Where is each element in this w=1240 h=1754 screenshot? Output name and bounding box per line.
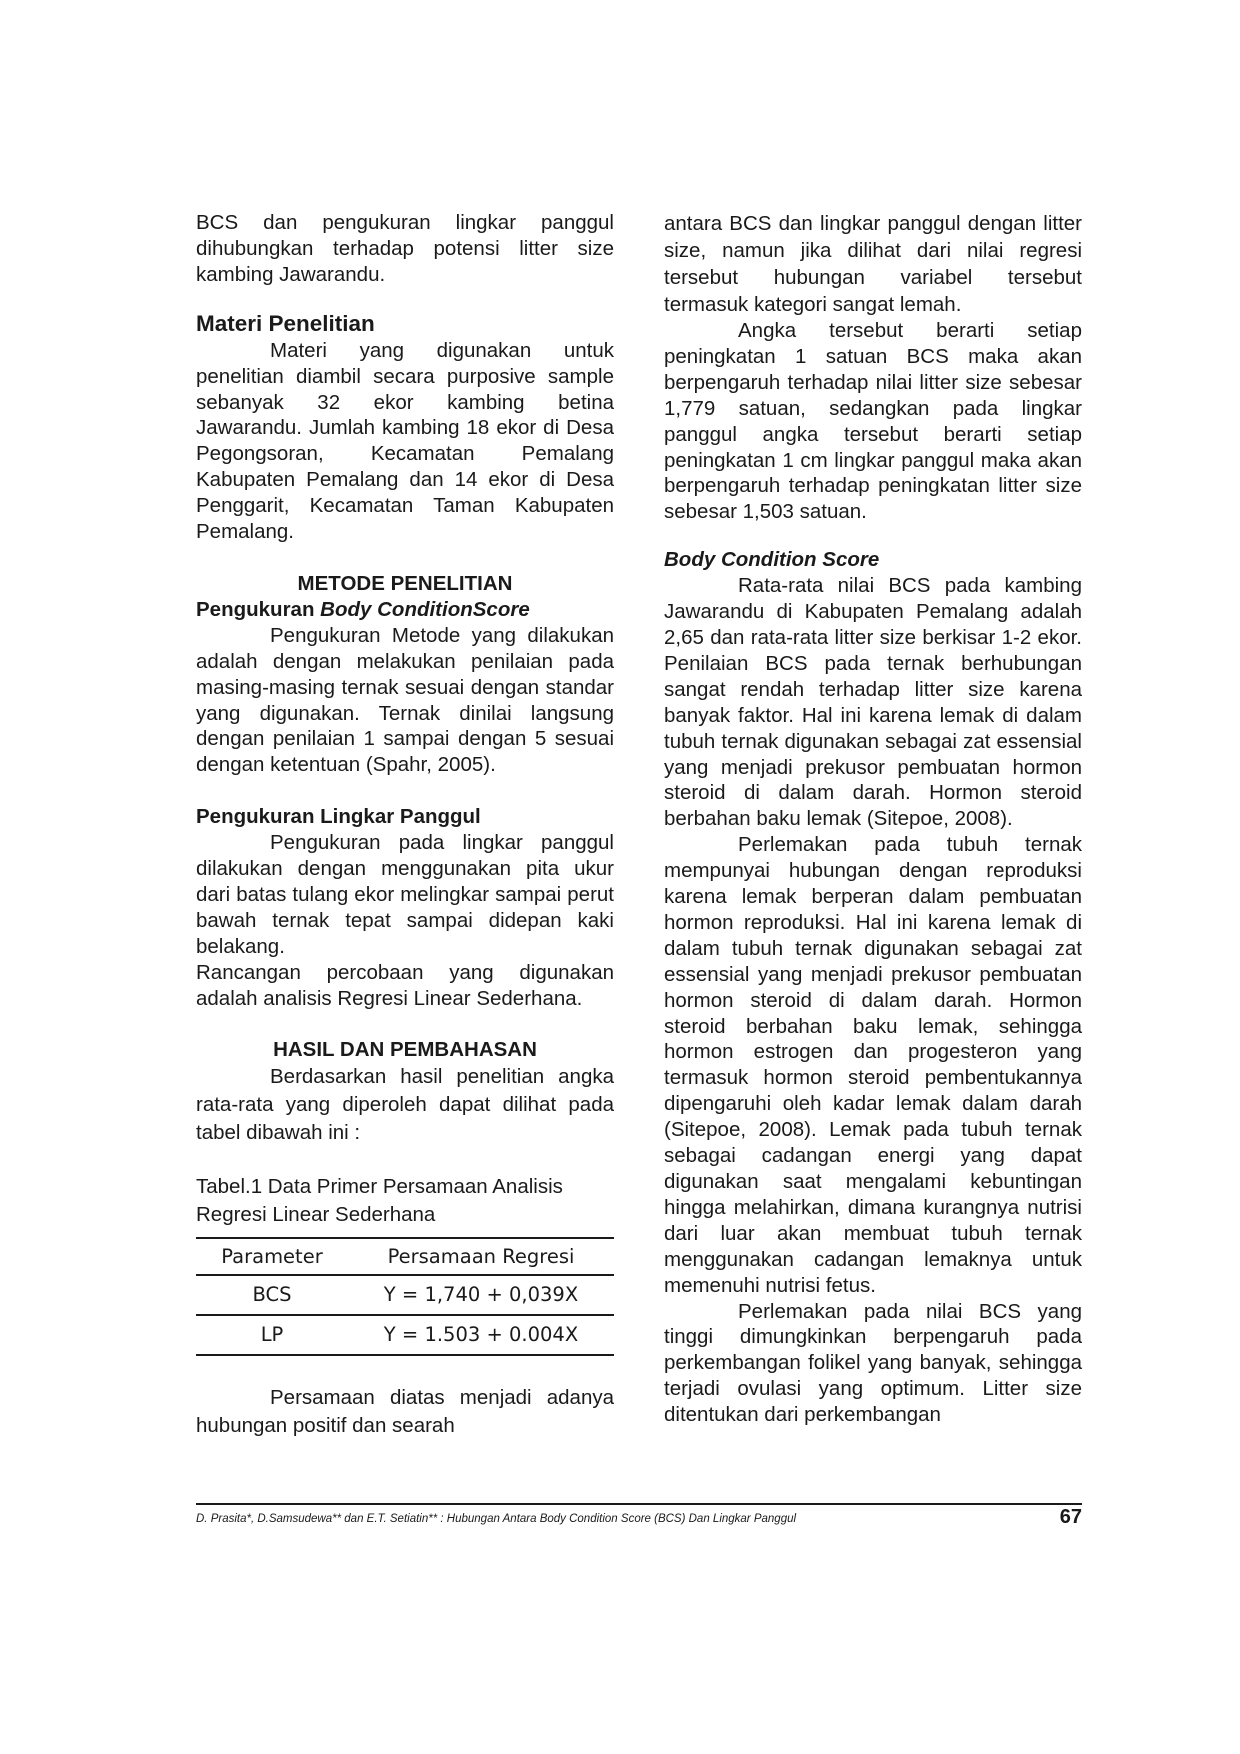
- spacer: [196, 545, 614, 571]
- perlemakan-paragraph-1: Perlemakan pada tubuh ternak mempunyai hubungan dengan reproduksi karena lemak berperan dalam pembuatan hormon reproduksi. Hal ini karena lemak di dalam tubuh ternak digunakan sebagai zat essensial yang menjadi prekusor pembuatan hormon steroid di dalam darah. Hormon steroid berbahan baku lemak, sehingga hormon estrogen dan progesteron yang termasuk hormon steroid pembentukannya dipengaruhi oleh kadar lemak dalam darah (Sitepoe, 2008). Lemak pada tubuh ternak sebagai cadangan energi yang dapat digunakan saat mengalami kebuntingan hingga melahirkan, dimana kurangnya nutrisi dari luar akan membuat tubuh ternak menggunakan cadangan lemaknya untuk memenuhi nutrisi fetus.: [664, 833, 1082, 1297]
- materi-paragraph: Materi yang digunakan untuk penelitian diambil secara purposive sample sebanyak 32 ekor kambing betina Jawarandu. Jumlah kambing 18 ekor di Desa Pegongsoran, Kecamatan Pemalang Kabupaten Pemalang dan 14 ekor di Desa Penggarit, Kecamatan Taman Kabupaten Pemalang.: [196, 338, 614, 544]
- footer-rule: [196, 1503, 1082, 1505]
- spacer: [664, 525, 1082, 547]
- continuation-paragraph: antara BCS dan lingkar panggul dengan litter size, namun jika dilihat dari nilai regresi tersebut hubungan variabel tersebut termasuk kategori sangat lemah.: [664, 212, 1082, 316]
- table-header-persamaan: Persamaan Regresi: [348, 1238, 614, 1275]
- right-column: [664, 210, 1082, 1428]
- subheading-prefix: Pengukuran: [196, 597, 321, 621]
- rancangan-paragraph: Rancangan percobaan yang digunakan adalah analisis Regresi Linear Sederhana.: [196, 960, 614, 1010]
- regression-table: [196, 1237, 614, 1356]
- closing-paragraph: Persamaan diatas menjadi adanya hubungan positif dan searah: [196, 1386, 614, 1438]
- bcs-measurement-paragraph: Pengukuran Metode yang dilakukan adalah dengan melakukan penilaian pada masing-masing ternak sesuai dengan standar yang digunakan. Ternak dinilai langsung dengan penilaian 1 sampai dengan 5 sesuai dengan ketentuan (Spahr, 2005).: [196, 623, 614, 777]
- footer-citation: D. Prasita*, D.Samsudewa** dan E.T. Setiatin** : Hubungan Antara Body Condition Score (BCS) Dan Lingkar Panggul: [196, 1513, 797, 1525]
- hasil-heading: HASIL DAN PEMBAHASAN: [273, 1038, 537, 1062]
- rata-rata-paragraph: Rata-rata nilai BCS pada kambing Jawarandu di Kabupaten Pemalang adalah 2,65 dan rata-rata litter size berkisar 1-2 ekor. Penilaian BCS pada ternak berhubungan sangat rendah terhadap litter size karena banyak faktor. Hal ini karena lemak di dalam tubuh ternak digunakan sebagai zat essensial yang menjadi prekusor pembuatan hormon steroid di dalam darah. Hormon steroid berbahan baku lemak (Sitepoe, 2008).: [664, 574, 1082, 831]
- materi-heading: Materi Penelitian: [196, 310, 375, 336]
- hasil-paragraph: Berdasarkan hasil penelitian angka rata-rata yang diperoleh dapat dilihat pada tabel dibawah ini :: [196, 1065, 614, 1145]
- spacer: [196, 1011, 614, 1037]
- table-header-parameter: Parameter: [196, 1238, 348, 1275]
- spacer: [196, 1147, 614, 1173]
- table-row: [196, 1275, 614, 1315]
- angka-paragraph: Angka tersebut berarti setiap peningkatan 1 satuan BCS maka akan berpengaruh terhadap nilai litter size sebesar 1,779 satuan, sedangkan pada lingkar panggul angka tersebut berarti setiap peningkatan 1 cm lingkar panggul maka akan berpengaruh terhadap peningkatan litter size sebesar 1,503 satuan.: [664, 319, 1082, 524]
- lp-measurement-subheading: Pengukuran Lingkar Panggul: [196, 805, 481, 829]
- subheading-italic: Body ConditionScore: [320, 597, 530, 621]
- bcs-measurement-subheading: [196, 597, 614, 623]
- bcs-section-heading: Body Condition Score: [664, 548, 880, 572]
- page-number: 67: [1059, 1506, 1082, 1528]
- intro-paragraph: BCS dan pengukuran lingkar panggul dihubungkan terhadap potensi litter size kambing Jawarandu.: [196, 211, 614, 286]
- table-header-row: [196, 1238, 614, 1275]
- table-caption: Tabel.1 Data Primer Persamaan Analisis Regresi Linear Sederhana: [196, 1175, 563, 1227]
- table-cell-parameter: LP: [196, 1315, 348, 1355]
- perlemakan-paragraph-2: Perlemakan pada nilai BCS yang tinggi dimungkinkan berpengaruh pada perkembangan folikel yang banyak, sehingga terjadi ovulasi yang optimum. Litter size ditentukan dari perkembangan: [664, 1299, 1082, 1427]
- table-cell-parameter: BCS: [196, 1275, 348, 1315]
- metode-heading: METODE PENELITIAN: [297, 571, 513, 595]
- table-cell-equation: Y = 1,740 + 0,039X: [348, 1275, 614, 1315]
- spacer: [196, 778, 614, 804]
- lp-measurement-paragraph: Pengukuran pada lingkar panggul dilakukan dengan menggunakan pita ukur dari batas tulang ekor melingkar sampai perut bawah ternak tepat sampai didepan kaki belakang.: [196, 831, 614, 958]
- spacer: [196, 1356, 614, 1384]
- table-cell-equation: Y = 1.503 + 0.004X: [348, 1315, 614, 1355]
- table-row: [196, 1315, 614, 1355]
- spacer: [196, 288, 614, 310]
- left-column: [196, 210, 614, 1440]
